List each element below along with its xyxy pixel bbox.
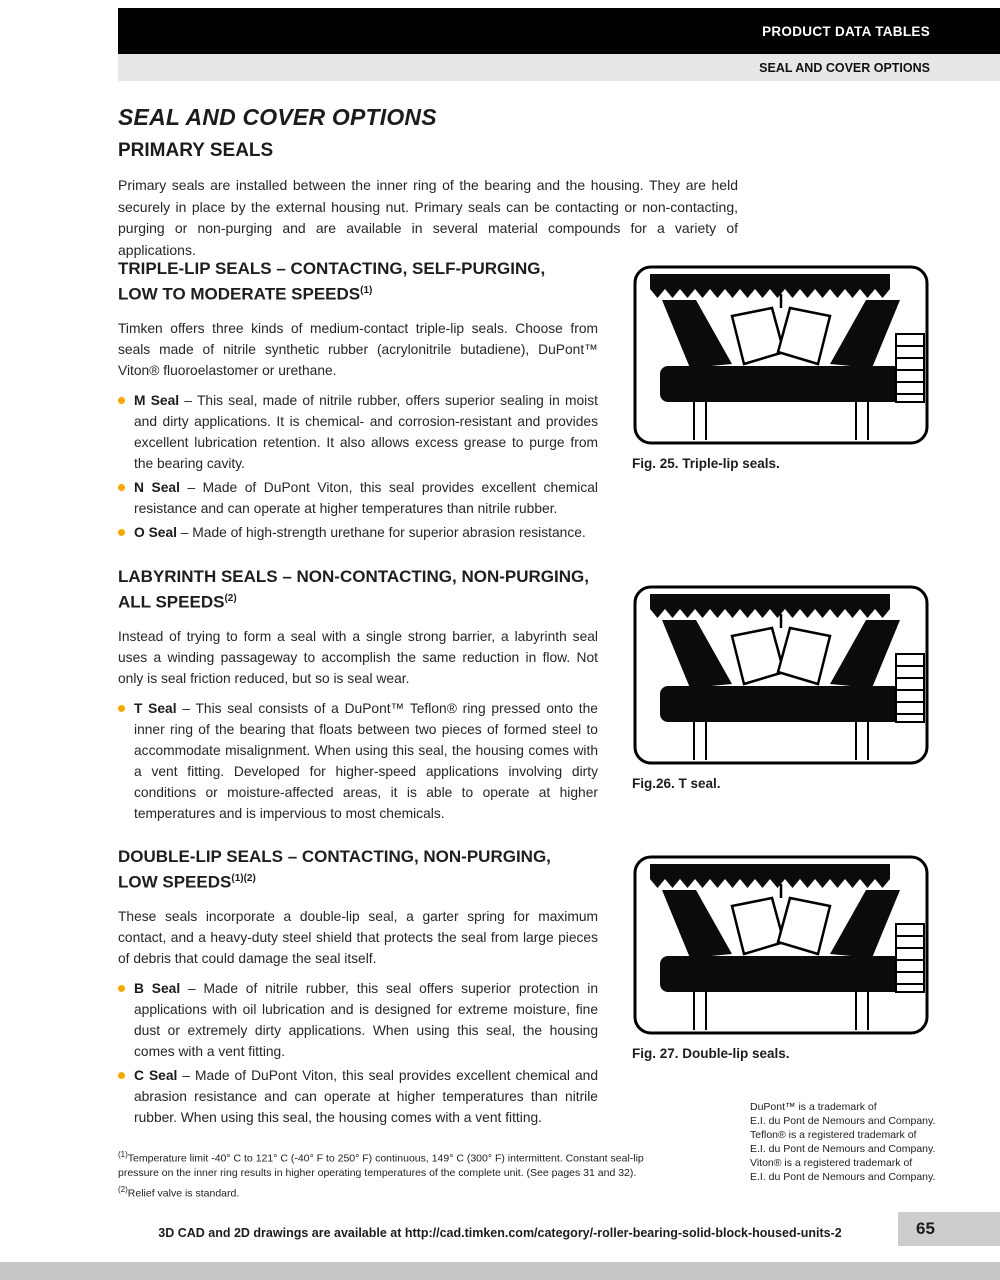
footnote-marker: (1) [118, 1150, 128, 1159]
seal-name: B Seal [134, 980, 181, 996]
seal-bullet-list [118, 978, 598, 1128]
trademark-line: Viton® is a registered trademark of [750, 1157, 913, 1169]
page-bottom-edge [0, 1262, 1000, 1280]
section-triple-lip-seals [118, 258, 598, 543]
trademark-line: Teflon® is a registered trademark of [750, 1129, 917, 1141]
bullet-dot-icon [118, 1072, 125, 1079]
heading-line: LABYRINTH SEALS – NON-CONTACTING, NON-PURGING, [118, 567, 589, 586]
trademark-line: E.I. du Pont de Nemours and Company. [750, 1115, 936, 1127]
seal-description: T Seal – This seal consists of a DuPont™ Teflon® ring pressed onto the inner ring of the bearing that floats between two pieces of formed steel to accommodate misalignment. When using this seal, the housing comes with a vent fitting. Developed for higher-speed applications involving dirty conditions or moisture-affected areas, it is able to operate at higher temperatures and is impervious to most chemicals. [134, 700, 598, 821]
list-item [118, 978, 598, 1062]
bearing-cross-section-drawing [632, 264, 930, 446]
figure-caption: Fig. 25. Triple-lip seals. [632, 456, 780, 471]
figure-caption: Fig. 27. Double-lip seals. [632, 1046, 790, 1061]
section-labyrinth-seals [118, 566, 598, 824]
footnote-marker: (2) [118, 1184, 128, 1194]
bullet-dot-icon [118, 985, 125, 992]
bearing-cross-section-drawing [632, 584, 930, 766]
footnote-reference: (2) [224, 593, 237, 604]
seal-name: M Seal [134, 392, 180, 408]
header-sub-banner-title: SEAL AND COVER OPTIONS [759, 60, 930, 75]
list-item [118, 522, 598, 543]
footnote: $^{(1)}$Temperature limit -40° C to 121° C (-40° F to 250° F) continuous, 149° C (300° F) intermittent. Constant seal-lip pressure on the inner ring results in higher operating temperatures of the complete unit. (See pages 31 and 32). [118, 1150, 644, 1179]
footer-cad-link-text: 3D CAD and 2D drawings are available at http://cad.timken.com/category/-roller-bearing-solid-block-housed-units-2 [158, 1226, 842, 1240]
seal-description: M Seal – This seal, made of nitrile rubber, offers superior sealing in moist and dirty applications. It is chemical- and corrosion-resistant and provides excellent lubrication retention. It also allows excess grease to purge from the bearing cavity. [134, 392, 598, 471]
seal-name: C Seal [134, 1067, 178, 1083]
page-number: 65 [898, 1212, 1000, 1246]
heading-line: LOW $SPEEDS^{(1)(2)}$ [118, 872, 256, 892]
footnotes [118, 1148, 678, 1203]
section-heading [118, 846, 598, 894]
section-body: Timken offers three kinds of medium-contact triple-lip seals. Choose from seals made of nitrile synthetic rubber (acrylonitrile butadiene), DuPont™ Viton® fluoroelastomer or urethane. [118, 320, 598, 378]
figure-t-seal [632, 584, 930, 791]
heading-line: TRIPLE-LIP SEALS – CONTACTING, SELF-PURGING, [118, 259, 546, 278]
seal-description: O Seal – Made of high-strength urethane for superior abrasion resistance. [134, 524, 586, 540]
trademark-line: E.I. du Pont de Nemours and Company. [750, 1171, 936, 1183]
section-heading [118, 258, 598, 306]
heading-line: ALL SPEEDS$^{(2)}$ [118, 592, 237, 612]
list-item [118, 477, 598, 519]
header-sub-banner [118, 54, 1000, 81]
figure-double-lip-seals [632, 854, 930, 1061]
section-body: These seals incorporate a double-lip seal, a garter spring for maximum contact, and a heavy-duty steel shield that protects the seal from large pieces of debris that could damage the seal itself. [118, 908, 598, 966]
seal-name: O Seal [134, 524, 177, 540]
list-item [118, 390, 598, 474]
bearing-cross-section-drawing [632, 854, 930, 1036]
list-item [118, 698, 598, 824]
bullet-dot-icon [118, 397, 125, 404]
bullet-dot-icon [118, 529, 125, 536]
header-banner-title: PRODUCT DATA TABLES [762, 23, 930, 39]
bullet-dot-icon [118, 484, 125, 491]
section-double-lip-seals [118, 846, 598, 1128]
trademark-line: E.I. du Pont de Nemours and Company. [750, 1143, 936, 1155]
header-banner [118, 8, 1000, 54]
seal-description: N Seal – Made of DuPont Viton, this seal provides excellent chemical resistance and can operate at higher temperatures than nitrile rubber. [134, 479, 598, 516]
footnote: $^{(2)}$Relief valve is standard. [118, 1184, 240, 1199]
seal-bullet-list [118, 698, 598, 824]
seal-description: C Seal – Made of DuPont Viton, this seal provides excellent chemical and abrasion resistance and can operate at higher temperatures than nitrile rubber. When using this seal, the housing comes with a vent fitting. [134, 1067, 598, 1125]
heading-line: DOUBLE-LIP SEALS – CONTACTING, NON-PURGING, [118, 847, 551, 866]
bearing-cross-section-drawing [632, 264, 930, 446]
heading-line: LOW TO MODERATE SPEEDS$^{(1)}$ [118, 284, 373, 304]
footnote-reference: (1) [360, 285, 373, 296]
title-block [118, 104, 738, 261]
intro-paragraph: Primary seals are installed between the inner ring of the bearing and the housing. They are held securely in place by the external housing nut. Primary seals can be contacting or non-contacting, purging or non-purging and are available in several material compounds for a variety of applications. [118, 177, 738, 258]
bearing-cross-section-drawing [632, 584, 930, 766]
section-heading [118, 566, 598, 614]
bullet-dot-icon [118, 705, 125, 712]
section-body: Instead of trying to form a seal with a single strong barrier, a labyrinth seal uses a winding passageway to accomplish the same reduction in flow. Not only is seal friction reduced, but so is seal wear. [118, 628, 598, 686]
seal-description: B Seal – Made of nitrile rubber, this seal offers superior protection in applications with oil lubrication and is designed for extreme moisture, fine dust or extremely dirty applications. When using this seal, the housing comes with a vent fitting. [134, 980, 598, 1059]
page-title: SEAL AND COVER OPTIONS [118, 104, 437, 130]
footnote-reference: (1)(2) [231, 873, 256, 884]
bearing-cross-section-drawing [632, 854, 930, 1036]
figure-triple-lip-seals [632, 264, 930, 471]
figure-caption: Fig.26. T seal. [632, 776, 721, 791]
trademark-notices [750, 1100, 960, 1184]
page-subtitle: PRIMARY SEALS [118, 140, 274, 161]
list-item [118, 1065, 598, 1128]
seal-name: T Seal [134, 700, 177, 716]
seal-bullet-list [118, 390, 598, 543]
seal-name: N Seal [134, 479, 180, 495]
trademark-line: DuPont™ is a trademark of [750, 1101, 877, 1113]
